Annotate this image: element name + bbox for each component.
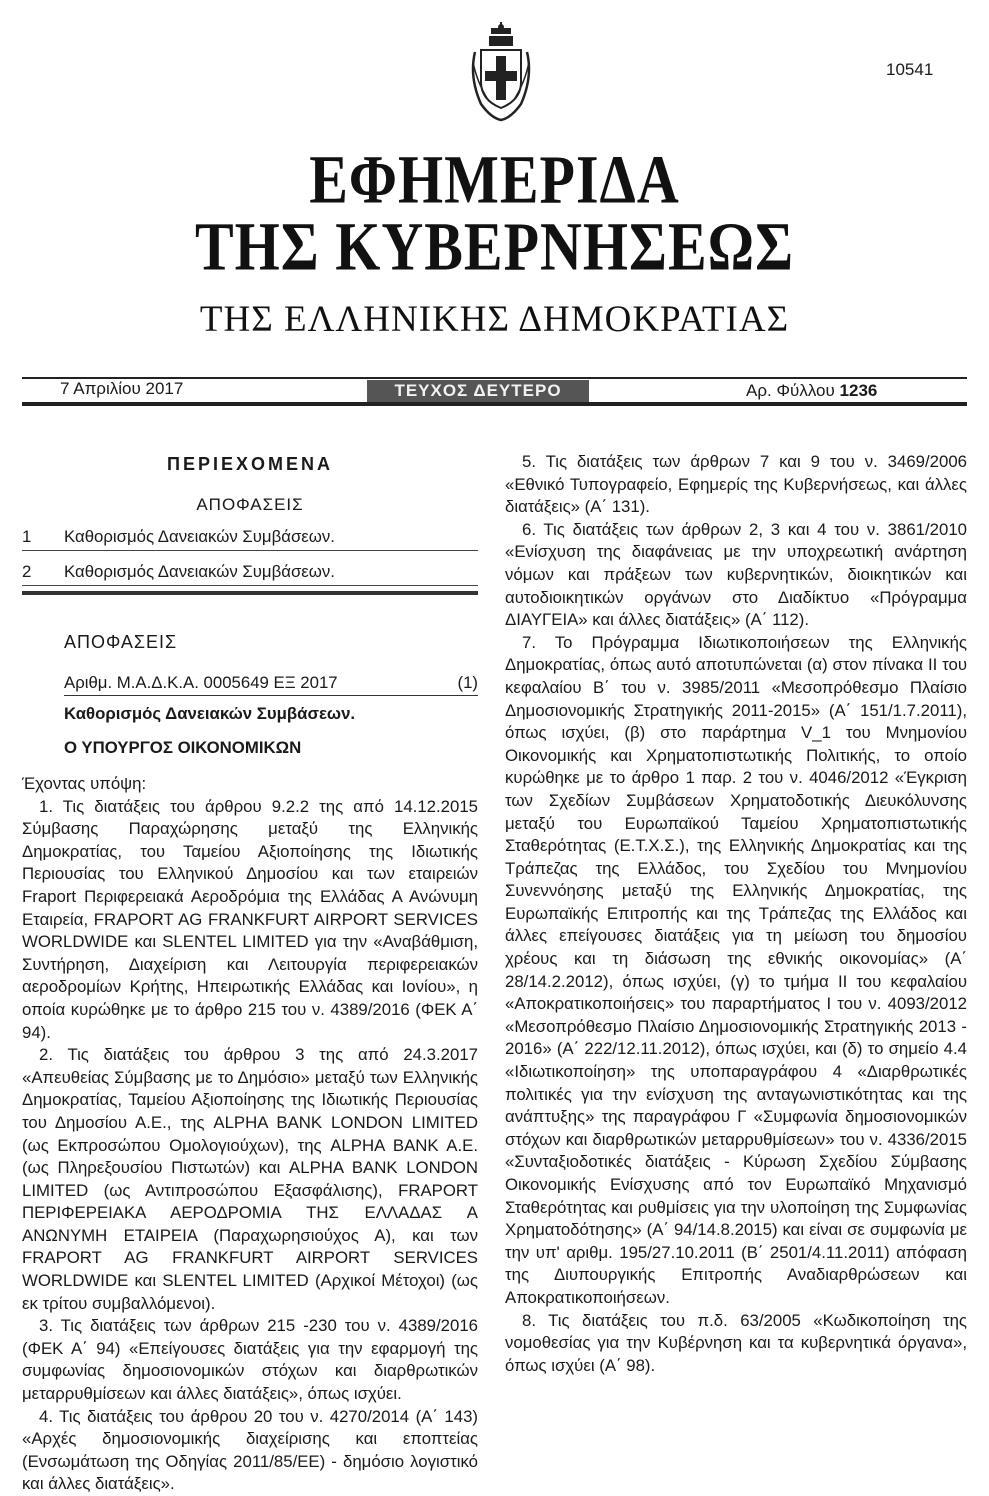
gazette-subtitle: ΤΗΣ ΕΛΛΗΝΙΚΗΣ ΔΗΜΟΚΡΑΤΙΑΣ	[199, 299, 790, 340]
toc-item-number: 2	[22, 562, 32, 581]
sheet-number-label: Αρ. Φύλλου	[746, 381, 835, 400]
sheet-number	[746, 381, 877, 401]
paragraph: 4. Τις διατάξεις του άρθρου 20 του ν. 4270/2014 (Α΄ 143) «Αρχές δημοσιονομικής διαχείρισης και εποπτείας (Ενσωμάτωση της Οδηγίας 2011/85/ΕΕ) - δημόσιο λογιστικό και άλλες διατάξεις».	[22, 1406, 478, 1494]
toc-item[interactable]	[22, 559, 478, 586]
paragraph: 5. Τις διατάξεις των άρθρων 7 και 9 του ν. 3469/2006 «Εθνικό Τυπογραφείο, Εφημερίς της Κυβερνήσεως, και άλλες διατάξεις» (Α΄ 131).	[505, 452, 967, 517]
paragraph: 7. Το Πρόγραμμα Ιδιωτικοποιήσεων της Ελληνικής Δημοκρατίας, όπως αυτό αποτυπώνεται (α) στον πίνακα ΙΙ του κεφαλαίου Β΄ του ν. 3985/2011 «Μεσοπρόθεσμο Πλαίσιο Δημοσιονομικής Στρατηγικής 2011-2015» (Α΄ 151/1.7.2011), όπως ισχύει, (β) στο παράρτημα V_1 του Μνημονίου Οικονομικής και Χρηματοπιστωτικής Πολιτικής, το οποίο κυρώθηκε με το άρθρο 1 παρ. 2 του ν. 4046/2012 «Έγκριση των Σχεδίων Συμβάσεων Χρηματοδοτικής Διευκόλυνσης μεταξύ του Ευρωπαϊκού Ταμείου Χρηματοπιστωτικής Σταθερότητας (Ε.Τ.Χ.Σ.), της Ελληνικής Δημοκρατίας και της Τράπεζας της Ελλάδος, του Σχεδίου του Μνημονίου Συνεννόησης μεταξύ της Ελληνικής Δημοκρατίας, της Ευρωπαϊκής Επιτροπής και της Τράπεζας της Ελλάδος και άλλες επείγουσες διατάξεις για τη μείωση του δημοσίου χρέους και τη διάσωση της εθνικής οικονομίας» (Α΄ 28/14.2.2012), όπως ισχύει, (γ) το τμήμα ΙΙ του κεφαλαίου «Αποκρατικοποιήσεις» του παραρτήματος Ι του ν. 4093/2012 «Μεσοπρόθεσμο Πλαίσιο Δημοσιονομικής Στρατηγικής 2013 - 2016» (Α΄ 222/12.11.2012), όπως ισχύει, και (δ) το σημείο 4.4 «Ιδιωτικοποίηση» της υποπαραγράφου 4 «Διαρθρωτικές πολιτικές για την ενίσχυση της ανταγωνιστικότητας και της ανάπτυξης» της παραγράφου Γ «Συμφωνία δημοσιονομικών στόχων και διαρθρωτικών μεταρρυθμίσεων» του ν. 4336/2015 «Συνταξιοδοτικές διατάξεις - Κύρωση Σχεδίου Σύμβασης Οικονομικής Ενίσχυσης από τον Ευρωπαϊκό Μηχανισμό Σταθερότητας και ρυθμίσεις για την υλοποίηση της Συμφωνίας Χρηματοδότησης» (Α΄ 94/14.8.2015) και είναι σε συμφωνία με την υπ' αριθμ. 195/27.10.2011 (Β΄ 2501/4.11.2011) απόφαση της Διυπουργικής Επιτροπής Αναδιαρθρώσεων και Αποκρατικοποιήσεων.	[505, 632, 967, 1307]
gazette-title-line-1: ΕΦΗΜΕΡΙΔΑ	[309, 141, 680, 218]
toc-item-text: Καθορισμός Δανειακών Συμβάσεων.	[64, 527, 335, 546]
paragraph: 1. Τις διατάξεις του άρθρου 9.2.2 της από 14.12.2015 Σύμβασης Παραχώρησης μεταξύ της Ελληνικής Δημοκρατίας, του Ταμείου Αξιοποίησης της Ιδιωτικής Περιουσίας του Ελληνικού Δημοσίου και των εταιρειών Fraport Περιφερειακά Αεροδρόμια της Ελλάδας Α Ανώνυμη Εταιρεία, FRAPORT AG FRANKFURT AIRPORT SERVICES WORLDWIDE και SLENTEL LIMITED για την «Αναβάθμιση, Συντήρηση, Διαχείριση και Λειτουργία περιφερειακών αεροδρομίων Κρήτης, Ηπειρωτικής Ελλάδας και Ιονίου», η οποία κυρώθηκε με το άρθρο 215 του ν. 4389/2016 (ΦΕΚ Α΄ 94).	[22, 796, 478, 1042]
paragraph: 6. Τις διατάξεις των άρθρων 2, 3 και 4 του ν. 3861/2010 «Ενίσχυση της διαφάνειας με την υποχρεωτική ανάρτηση νόμων και πράξεων των κυβερνητικών, διοικητικών και αυτοδιοικητικών οργάνων στο Διαδίκτυο «Πρόγραμμα ΔΙΑΥΓΕΙΑ» και άλλες διατάξεις» (Α΄ 112).	[505, 519, 967, 630]
gazette-title-line-2: ΤΗΣ ΚΥΒΕΡΝΗΣΕΩΣ	[195, 208, 794, 285]
paragraph: 8. Τις διατάξεις του π.δ. 63/2005 «Κωδικοποίηση της νομοθεσίας για την Κυβέρνηση και τα κυβερνητικά όργανα», όπως ισχύει (Α΄ 98).	[505, 1310, 967, 1375]
toc-item[interactable]	[22, 524, 478, 551]
section-heading: ΑΠΟΦΑΣΕΙΣ	[64, 632, 178, 652]
decision-index: (1)	[457, 673, 478, 692]
contents-subheading: ΑΠΟΦΑΣΕΙΣ	[196, 495, 304, 514]
decision-number	[64, 673, 478, 696]
contents-heading: ΠΕΡΙΕΧΟΜΕΝΑ	[166, 454, 334, 474]
toc-item-text: Καθορισμός Δανειακών Συμβάσεων.	[64, 562, 335, 581]
contents-divider	[22, 591, 478, 595]
issuing-authority: Ο ΥΠΟΥΡΓΟΣ ΟΙΚΟΝΟΜΙΚΩΝ	[64, 738, 302, 757]
paragraph: 3. Τις διατάξεις των άρθρων 215 -230 του ν. 4389/2016 (ΦΕΚ Α΄ 94) «Επείγουσες διατάξεις για την εφαρμογή της συμφωνίας δημοσιονομικών στόχων και διαρθρωτικών μεταρρυθμίσεων και άλλες διατάξεις», όπως ισχύει.	[22, 1316, 478, 1404]
toc-item-number: 1	[22, 527, 32, 546]
paragraph: 2. Τις διατάξεις του άρθρου 3 της από 24.3.2017 «Απευθείας Σύμβασης με το Δημόσιο» μεταξύ των Ελληνικής Δημοκρατίας, Ταμείου Αξιοποίησης της Ιδιωτικής Περιουσίας του Δημοσίου Α.Ε., της ALPHA BANK LONDON LIMITED (ως Εκπροσώπου Ομολογιούχων), της ALPHA BANK A.E. (ως Πληρεξουσίου Πιστωτών) και ALPHA BANK LONDON LIMITED (ως Αντιπροσώπου Εξασφάλισης), FRAPORT ΠΕΡΙΦΕΡΕΙΑΚΑ ΑΕΡΟΔΡΟΜΙΑ ΤΗΣ ΕΛΛΑΔΑΣ Α ΑΝΩΝΥΜΗ ΕΤΑΙΡΕΙΑ (Παραχωρησιούχος Α), και των FRAPORT AG FRANKFURT AIRPORT SERVICES WORLDWIDE και SLENTEL LIMITED (Αρχικοί Μέτοχοι) (ως εκ τρίτου συμβαλλόμενοι).	[22, 1045, 478, 1313]
masthead-rule-bottom	[22, 402, 967, 406]
left-column-body	[22, 773, 478, 1496]
decision-number-text: Αριθμ. Μ.Α.Δ.Κ.Α. 0005649 ΕΞ 2017	[64, 673, 338, 692]
right-column-body	[505, 451, 967, 1377]
page-number: 10541	[886, 60, 934, 79]
greek-coat-of-arms-emblem	[467, 22, 535, 122]
considering-intro: Έχοντας υπόψη:	[22, 774, 147, 793]
decision-title: Καθορισμός Δανειακών Συμβάσεων.	[64, 704, 356, 723]
issue-type-badge: ΤΕΥΧΟΣ ΔΕΥΤΕΡΟ	[367, 380, 589, 402]
issue-date: 7 Απριλίου 2017	[60, 379, 184, 398]
sheet-number-value: 1236	[839, 381, 878, 400]
